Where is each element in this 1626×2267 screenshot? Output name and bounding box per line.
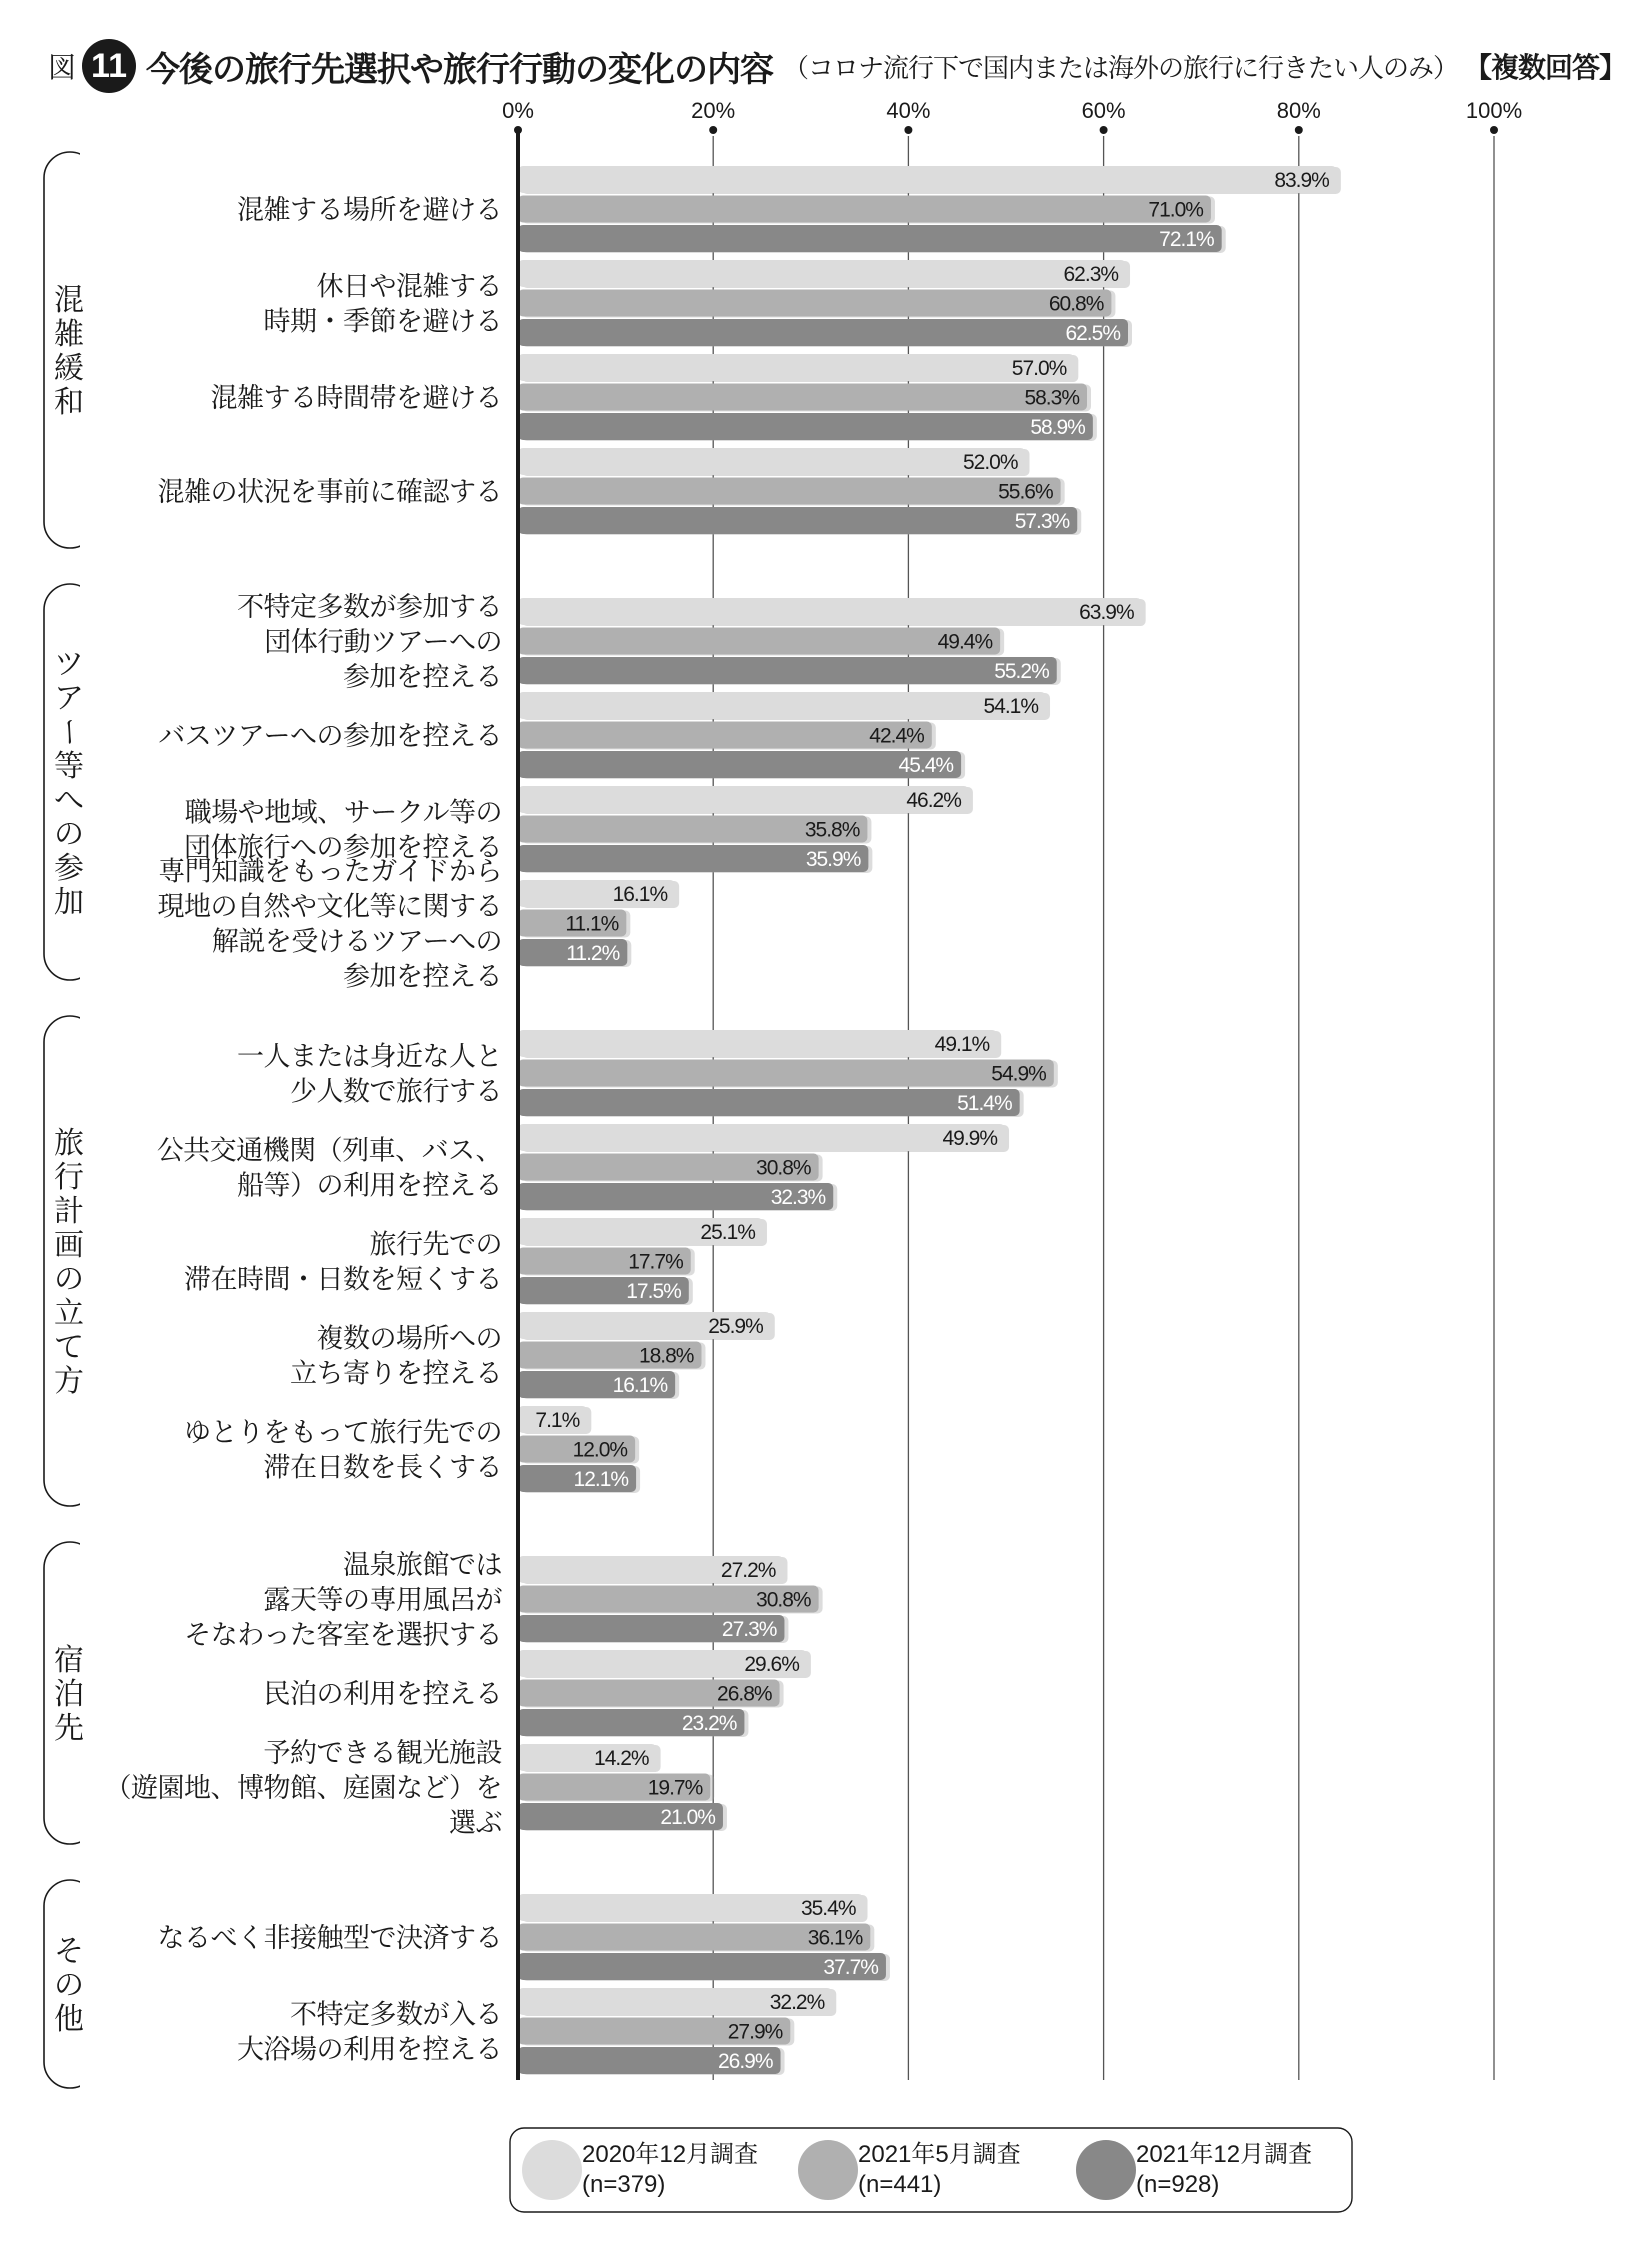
category-label: 大浴場の利用を控える xyxy=(237,2034,502,2066)
value-label: 57.3% xyxy=(1014,510,1070,533)
value-label: 27.3% xyxy=(721,1618,777,1641)
legend-series-n: (n=441) xyxy=(858,2171,942,2198)
category-label: 団体行動ツアーへの xyxy=(264,627,502,658)
group-label: 画 xyxy=(54,1228,84,1263)
group-label: 和 xyxy=(54,385,84,420)
category-label: 混雑の状況を事前に確認する xyxy=(157,477,502,508)
group-label: の xyxy=(54,1262,84,1297)
value-label: 55.6% xyxy=(998,480,1053,504)
tick-label: 0% xyxy=(502,98,534,123)
value-label: 57.0% xyxy=(1011,357,1067,380)
tick-dot xyxy=(1100,126,1108,134)
bar-2 xyxy=(518,384,1087,411)
category-label: （遊園地、博物館、庭園など）を xyxy=(104,1773,502,1804)
value-label: 27.2% xyxy=(720,1559,776,1582)
group-label: 旅 xyxy=(54,1126,84,1161)
legend-swatch-3 xyxy=(1076,2140,1136,2200)
value-label: 30.8% xyxy=(756,1156,811,1180)
tick-label: 40% xyxy=(886,98,931,123)
value-label: 52.0% xyxy=(962,451,1018,474)
bar-2 xyxy=(518,478,1061,505)
bar-3 xyxy=(518,507,1077,534)
group-label: 方 xyxy=(54,1364,84,1399)
group-label: 他 xyxy=(54,2002,84,2037)
category-label: 複数の場所への xyxy=(316,1323,502,1355)
value-label: 36.1% xyxy=(807,1926,863,1950)
bar-1 xyxy=(518,166,1337,193)
value-label: 11.1% xyxy=(565,912,619,936)
value-label: 32.2% xyxy=(769,1991,825,2014)
category-label: 現地の自然や文化等に関する xyxy=(157,891,502,923)
group-label: 雑 xyxy=(54,317,84,352)
group-label: そ xyxy=(54,1934,84,1969)
value-label: 63.9% xyxy=(1079,601,1134,624)
value-label: 62.3% xyxy=(1063,263,1119,286)
category-label: 予約できる観光施設 xyxy=(263,1738,502,1769)
category-label: 少人数で旅行する xyxy=(290,1076,502,1108)
legend xyxy=(510,2128,1352,2212)
value-label: 49.4% xyxy=(937,630,993,654)
value-label: 25.1% xyxy=(700,1221,755,1244)
category-label: 立ち寄りを控える xyxy=(290,1358,502,1390)
tick-dot xyxy=(1295,126,1303,134)
category-label: 時期・季節を避ける xyxy=(263,306,502,338)
value-label: 16.1% xyxy=(612,883,668,906)
value-label: 58.3% xyxy=(1024,386,1080,410)
category-label: 旅行先での xyxy=(369,1229,502,1261)
tick-dot xyxy=(709,126,717,134)
value-label: 49.1% xyxy=(934,1033,990,1056)
figure-number-badge: 11 xyxy=(82,39,136,93)
category-label: 休日や混雑する xyxy=(316,271,502,303)
category-label: 団体旅行への参加を控える xyxy=(184,832,502,864)
category-label: 選ぶ xyxy=(449,1808,502,1839)
bar-3 xyxy=(518,319,1128,346)
value-label: 35.4% xyxy=(800,1897,856,1920)
category-label: 滞在日数を長くする xyxy=(263,1452,502,1484)
value-label: 72.1% xyxy=(1159,228,1214,251)
group-label: 立 xyxy=(54,1296,84,1331)
value-label: 58.9% xyxy=(1030,416,1085,439)
bar-1 xyxy=(518,692,1046,719)
bar-1 xyxy=(518,598,1142,625)
value-label: 54.9% xyxy=(991,1062,1046,1086)
value-label: 26.8% xyxy=(717,1682,772,1706)
value-label: 51.4% xyxy=(957,1092,1012,1115)
value-label: 35.8% xyxy=(804,818,860,842)
tick-dot xyxy=(904,126,912,134)
figure-note: 【複数回答】 xyxy=(1464,51,1626,84)
value-label: 17.5% xyxy=(626,1280,681,1303)
group-label: 参 xyxy=(54,851,84,886)
value-label: 14.2% xyxy=(594,1747,649,1770)
category-label: 不特定多数が参加する xyxy=(237,592,502,623)
figure-prefix: 図 xyxy=(48,51,77,84)
group-label: 宿 xyxy=(54,1643,84,1678)
category-label: 専門知識をもったガイドから xyxy=(158,856,502,888)
bar-3 xyxy=(518,413,1093,440)
group-label: 混 xyxy=(54,283,84,318)
category-label: 混雑する時間帯を避ける xyxy=(210,383,502,414)
bar-2 xyxy=(518,196,1211,223)
value-label: 35.9% xyxy=(805,848,861,871)
group-label: ツ xyxy=(54,647,84,682)
category-label: 公共交通機関（列車、バス、 xyxy=(156,1135,502,1167)
value-label: 29.6% xyxy=(744,1653,799,1676)
legend-swatch-2 xyxy=(798,2140,858,2200)
group-label: 泊 xyxy=(54,1677,84,1712)
value-label: 46.2% xyxy=(906,789,961,812)
group-label: て xyxy=(54,1330,84,1365)
group-label: へ xyxy=(54,783,84,818)
group-label: 等 xyxy=(54,749,84,784)
group-label: 計 xyxy=(54,1194,84,1229)
group-label: の xyxy=(54,1968,84,2003)
value-label: 27.9% xyxy=(727,2020,783,2044)
category-label: 参加を控える xyxy=(343,961,502,993)
category-label: なるべく非接触型で決済する xyxy=(157,1923,502,1954)
category-label: 不特定多数が入る xyxy=(290,1999,502,2031)
legend-series-name: 2021年5月調査 xyxy=(858,2141,1021,2168)
value-label: 17.7% xyxy=(628,1250,683,1274)
tick-dot xyxy=(1490,126,1498,134)
value-label: 12.1% xyxy=(573,1468,629,1491)
legend-series-name: 2020年12月調査 xyxy=(582,2141,759,2168)
category-label: ゆとりをもって旅行先での xyxy=(184,1417,502,1449)
value-label: 21.0% xyxy=(660,1806,715,1829)
bar-3 xyxy=(518,657,1057,684)
value-label: 23.2% xyxy=(681,1712,737,1735)
value-label: 12.0% xyxy=(572,1438,628,1462)
value-label: 55.2% xyxy=(994,660,1049,683)
value-label: 16.1% xyxy=(612,1374,668,1397)
figure-main-title: 今後の旅行先選択や旅行行動の変化の内容 xyxy=(146,49,774,90)
bar-3 xyxy=(518,225,1222,252)
category-label: 船等）の利用を控える xyxy=(237,1170,502,1202)
bar-1 xyxy=(518,1124,1005,1151)
value-label: 18.8% xyxy=(638,1344,694,1368)
group-label: 先 xyxy=(54,1711,84,1746)
bar-3 xyxy=(518,1089,1020,1116)
tick-label: 60% xyxy=(1081,98,1126,123)
bar-3 xyxy=(518,751,961,778)
category-label: そなわった客室を選択する xyxy=(184,1620,502,1651)
category-label: 職場や地域、サークル等の xyxy=(184,797,502,829)
value-label: 71.0% xyxy=(1148,198,1203,222)
group-label: ア xyxy=(54,681,84,716)
value-label: 42.4% xyxy=(869,724,924,748)
value-label: 11.2% xyxy=(566,942,620,965)
bar-2 xyxy=(518,628,1000,655)
value-label: 26.9% xyxy=(717,2050,773,2073)
bar-1 xyxy=(518,260,1126,287)
group-label: 行 xyxy=(54,1160,84,1195)
bar-1 xyxy=(518,786,969,813)
category-label: 解説を受けるツアーへの xyxy=(211,926,502,958)
legend-series-n: (n=928) xyxy=(1136,2171,1220,2198)
value-label: 49.9% xyxy=(942,1127,998,1150)
tick-label: 100% xyxy=(1465,98,1523,123)
legend-swatch-1 xyxy=(522,2140,582,2200)
bar-2 xyxy=(518,290,1111,317)
bar-1 xyxy=(518,448,1026,475)
category-label: 露天等の専用風呂が xyxy=(263,1585,502,1616)
value-label: 32.3% xyxy=(770,1186,826,1209)
category-label: 一人または身近な人と xyxy=(237,1041,502,1073)
tick-label: 20% xyxy=(691,98,736,123)
value-label: 19.7% xyxy=(647,1776,703,1800)
group-label: ー xyxy=(51,717,86,747)
value-label: 62.5% xyxy=(1065,322,1120,345)
bar-2 xyxy=(518,1060,1054,1087)
bar-1 xyxy=(518,1030,997,1057)
value-label: 45.4% xyxy=(898,754,954,777)
value-label: 37.7% xyxy=(823,1956,878,1979)
group-label: の xyxy=(54,817,84,852)
figure-subtitle: （コロナ流行下で国内または海外の旅行に行きたい人のみ） xyxy=(783,53,1459,84)
bar-1 xyxy=(518,354,1074,381)
value-label: 60.8% xyxy=(1048,292,1104,316)
tick-label: 80% xyxy=(1276,98,1321,123)
category-label: 参加を控える xyxy=(343,662,502,693)
value-label: 7.1% xyxy=(535,1409,580,1432)
group-label: 緩 xyxy=(54,351,84,386)
category-label: バスツアーへの参加を控える xyxy=(158,721,502,752)
value-label: 83.9% xyxy=(1274,169,1329,192)
group-label: 加 xyxy=(54,885,84,920)
legend-series-n: (n=379) xyxy=(582,2171,666,2198)
category-label: 民泊の利用を控える xyxy=(263,1679,502,1710)
category-label: 混雑する場所を避ける xyxy=(237,195,502,226)
category-label: 滞在時間・日数を短くする xyxy=(184,1264,502,1296)
value-label: 54.1% xyxy=(983,695,1039,718)
bars-layer xyxy=(518,166,1341,2075)
legend-series-name: 2021年12月調査 xyxy=(1136,2141,1313,2168)
category-label: 温泉旅館では xyxy=(343,1550,502,1581)
value-label: 25.9% xyxy=(708,1315,763,1338)
value-label: 30.8% xyxy=(756,1588,811,1612)
